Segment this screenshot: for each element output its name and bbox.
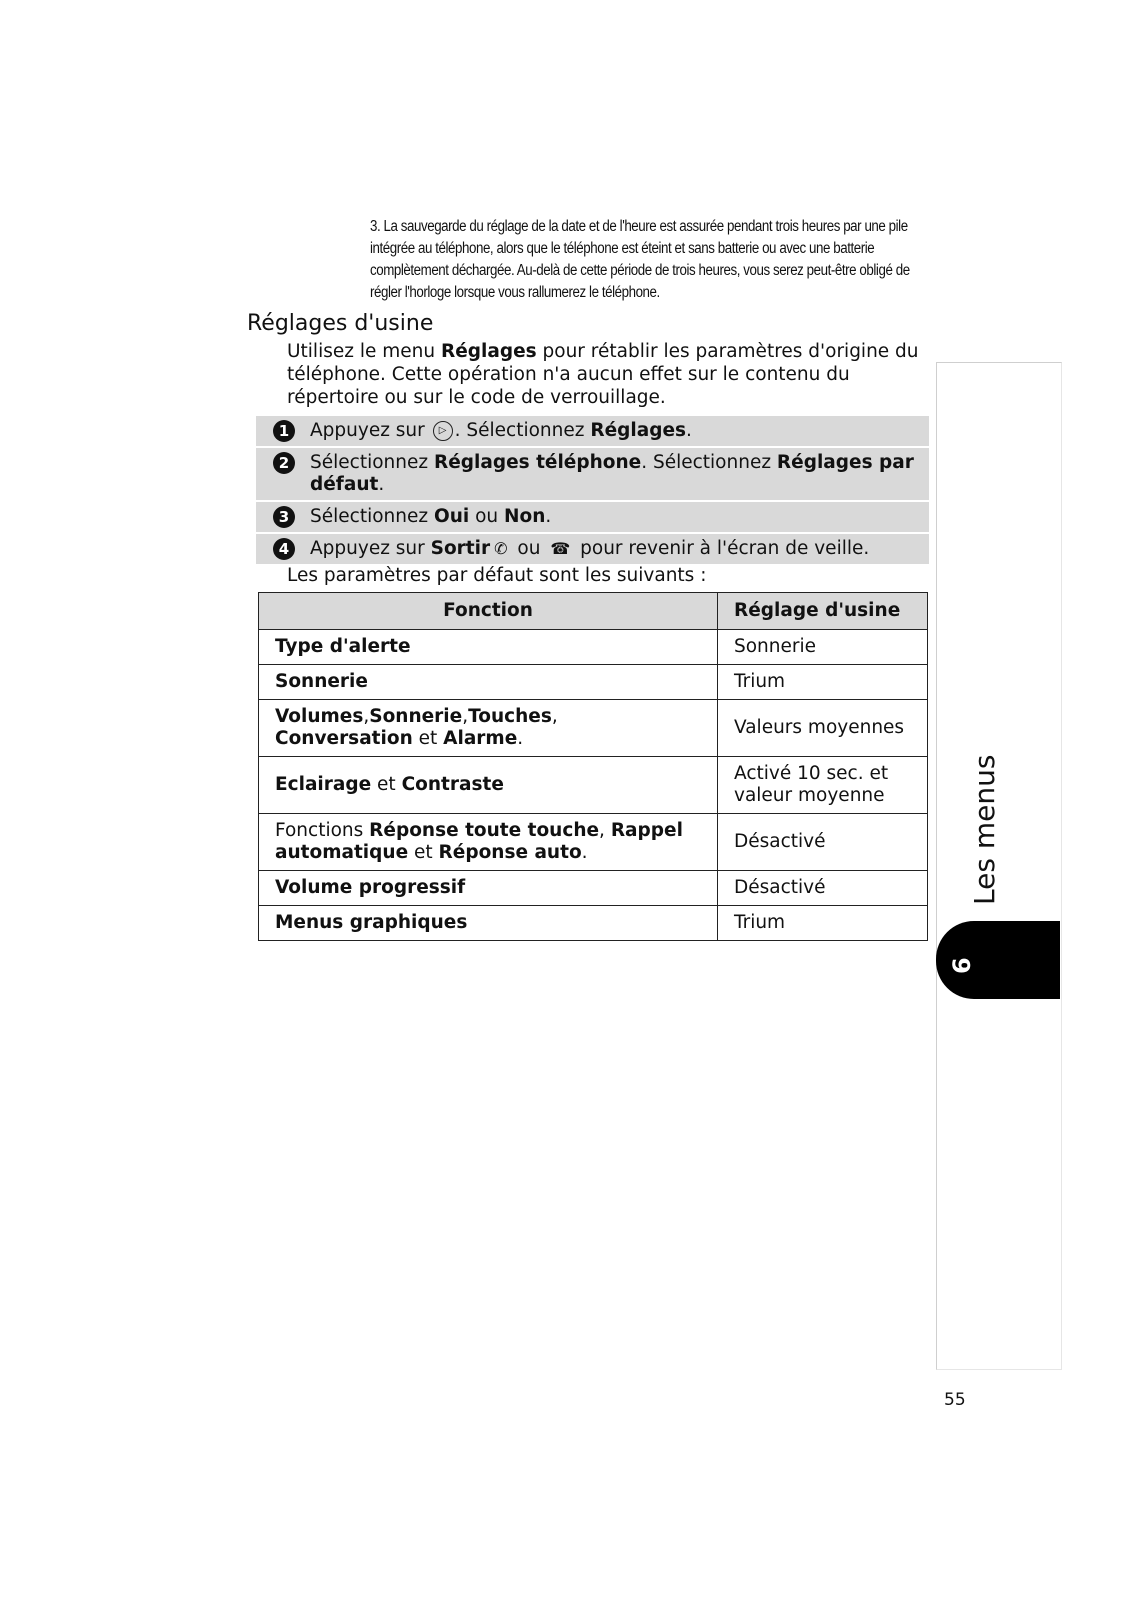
function-cell <box>259 871 718 906</box>
function-text: Fonctions <box>275 820 370 841</box>
page-number: 55 <box>944 1390 966 1410</box>
step-bold: Non <box>504 506 546 527</box>
table-header-row <box>259 593 928 630</box>
step-text-part: . Sélectionnez <box>454 420 591 441</box>
table-row <box>259 814 928 871</box>
function-text: et <box>412 728 444 749</box>
step-text <box>310 538 929 560</box>
function-cell <box>259 906 718 941</box>
step-number: 1 <box>273 420 295 442</box>
function-bold: Alarme <box>443 728 518 749</box>
table-row <box>259 700 928 757</box>
function-text: , <box>462 706 469 727</box>
function-bold: Réponse auto <box>438 842 582 863</box>
default-settings-table <box>258 592 928 941</box>
table-row <box>259 871 928 906</box>
value-cell: Désactivé <box>718 814 928 871</box>
value-cell: Activé 10 sec. et valeur moyenne <box>718 757 928 814</box>
function-bold: Touches <box>468 706 552 727</box>
function-cell <box>259 757 718 814</box>
step-text-part: ou <box>469 506 505 527</box>
step-text-part: Appuyez sur <box>310 538 431 559</box>
function-text: , <box>363 706 370 727</box>
function-bold: Sonnerie <box>369 706 463 727</box>
intro-paragraph <box>287 340 937 409</box>
value-cell: Sonnerie <box>718 630 928 665</box>
function-bold: Contraste <box>401 774 504 795</box>
function-bold: Sonnerie <box>275 671 368 692</box>
defaults-intro: Les paramètres par défaut sont les suivants : <box>287 565 707 586</box>
function-bold: Eclairage <box>275 774 372 795</box>
column-header-function: Fonction <box>259 593 718 630</box>
steps-list <box>256 416 929 564</box>
value-cell: Trium <box>718 906 928 941</box>
function-bold: Volumes <box>275 706 364 727</box>
function-cell <box>259 700 718 757</box>
function-bold: Réponse toute touche <box>369 820 600 841</box>
step-text-part: Appuyez sur <box>310 420 431 441</box>
step-item <box>256 448 929 502</box>
function-bold: Conversation <box>275 728 413 749</box>
function-text: et <box>408 842 439 863</box>
step-text-part: . Sélectionnez <box>641 452 777 473</box>
table-row <box>259 906 928 941</box>
step-text-part: . <box>686 420 692 441</box>
function-bold: Menus graphiques <box>275 912 468 933</box>
step-item <box>256 502 929 534</box>
intro-bold: Réglages <box>440 341 537 362</box>
step-bold: Oui <box>433 506 470 527</box>
step-bold: Réglages téléphone <box>433 452 642 473</box>
function-text: et <box>371 774 402 795</box>
step-number: 2 <box>273 452 295 474</box>
function-bold: Type d'alerte <box>275 636 411 657</box>
chapter-number: 6 <box>948 957 976 974</box>
step-item <box>256 416 929 448</box>
function-text: . <box>581 842 588 863</box>
function-text: . <box>517 728 524 749</box>
table-row <box>259 665 928 700</box>
function-bold: Volume progressif <box>275 877 466 898</box>
function-cell <box>259 630 718 665</box>
intro-text: Utilisez le menu <box>287 341 441 362</box>
value-cell: Valeurs moyennes <box>718 700 928 757</box>
step-item <box>256 534 929 564</box>
step-bold: Réglages <box>590 420 687 441</box>
step-text-part: Sélectionnez <box>310 506 434 527</box>
function-bold: Rappel automatique <box>275 820 683 863</box>
step-bold: Sortir <box>430 538 491 559</box>
function-cell <box>259 665 718 700</box>
value-cell: Trium <box>718 665 928 700</box>
function-text: , <box>599 820 611 841</box>
intro-text: pour rétablir les paramètres d'origine du téléphone. Cette opération n'a aucun effet sur le contenu du répertoire ou sur le code de verrouillage. <box>287 341 919 408</box>
step-text <box>310 506 929 528</box>
step-text <box>310 452 929 496</box>
value-cell: Désactivé <box>718 871 928 906</box>
end-call-key-icon: ✆ <box>494 539 508 558</box>
step-number: 3 <box>273 506 295 528</box>
phone-key-icon: ☎ <box>550 539 571 558</box>
column-header-factory-setting: Réglage d'usine <box>718 593 928 630</box>
function-cell <box>259 814 718 871</box>
step-text-part: Sélectionnez <box>310 452 434 473</box>
step-text-part: . <box>545 506 552 527</box>
step-text <box>310 420 929 442</box>
step-number: 4 <box>273 538 295 560</box>
table-row <box>259 757 928 814</box>
table-row <box>259 630 928 665</box>
step-bold: Réglages par défaut <box>310 452 914 495</box>
function-text: , <box>551 706 558 727</box>
step-text-part: pour revenir à l'écran de veille. <box>574 538 870 559</box>
step-text-part: ou <box>511 538 547 559</box>
section-title: Réglages d'usine <box>247 311 434 336</box>
menu-key-icon: ▷ <box>433 421 453 441</box>
chapter-title: Les menus <box>968 754 1001 905</box>
footnote: 3. La sauvegarde du réglage de la date et de l'heure est assurée pendant trois heures par une pile intégrée au téléphone, alors que le téléphone est éteint et sans batterie ou avec une batterie complètement déchargée. Au-delà de cette période de trois heures, vous serez peut-être obligé de régler l'horloge lorsque vous rallumerez le téléphone. <box>370 218 910 301</box>
step-text-part: . <box>378 474 385 495</box>
